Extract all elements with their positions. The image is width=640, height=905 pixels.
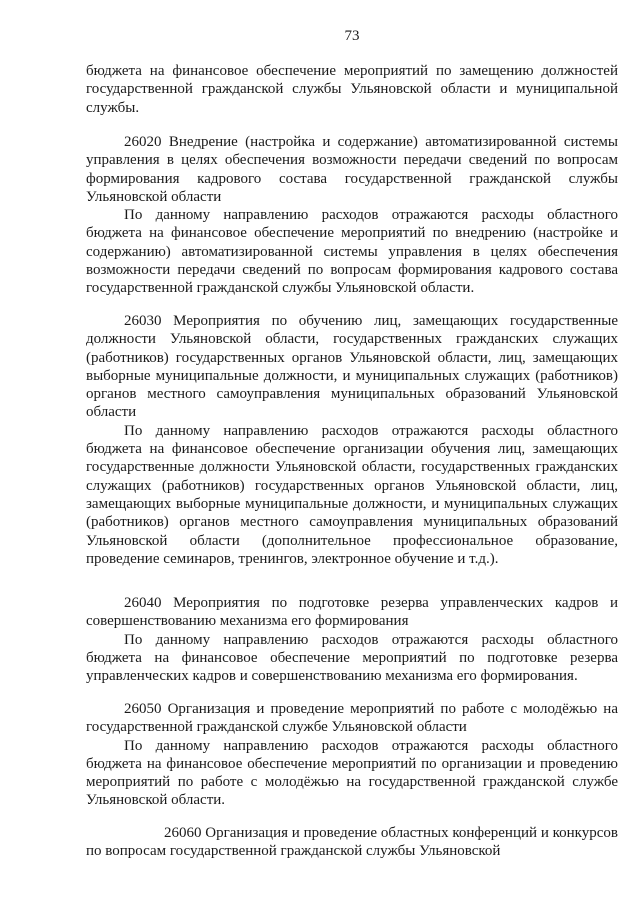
section-26050 <box>86 700 618 810</box>
continuation-block <box>86 62 618 117</box>
section-heading: 26060 Организация и проведение областных конференций и конкурсов по вопросам государственной гражданской службы Ульяновской <box>86 825 618 860</box>
section-body: По данному направлению расходов отражаются расходы областного бюджета на финансовое обеспечение мероприятий по внедрению (настройке и содержанию) автоматизированной системы управления в целях обеспечения возможности передачи сведений по вопросам формирования кадрового состава государственной гражданской службы Ульяновской области. <box>86 207 618 297</box>
section-body: По данному направлению расходов отражаются расходы областного бюджета на финансовое обеспечение мероприятий по подготовке резерва управленческих кадров и совершенствованию механизма его формирования. <box>86 631 618 685</box>
section-body: По данному направлению расходов отражаются расходы областного бюджета на финансовое обеспечение мероприятий по организации и проведению мероприятий по работе с молодёжью на государственной гражданской службе Ульяновской области. <box>86 737 618 809</box>
section-26020 <box>86 133 618 298</box>
section-body: По данному направлению расходов отражаются расходы областного бюджета на финансовое обеспечение организации обучения лиц, замещающих государственные должности Ульяновской области, государственных гражданских служащих (работников) государственных органов Ульяновской области, лиц, замещающих выборные муниципальные должности, и муниципальных служащих (работников) органов местного самоуправления муниципальных образований Ульяновской области (дополнительное профессиональное образование, проведение семинаров, тренингов, электронное обучение и т.д.). <box>86 422 618 567</box>
section-heading: 26030 Мероприятия по обучению лиц, замещающих государственные должности Ульяновской области, государственных гражданских служащих (работников) государственных органов Ульяновской области, лиц, замещающих выборные муниципальные должности, и муниципальных служащих (работников) органов местного самоуправления муниципальных образований Ульяновской области <box>86 313 618 421</box>
section-26030 <box>86 312 618 568</box>
section-heading: 26040 Мероприятия по подготовке резерва управленческих кадров и совершенствованию механизма его формирования <box>86 595 618 630</box>
section-26060 <box>86 824 618 861</box>
continuation-paragraph: бюджета на финансовое обеспечение мероприятий по замещению должностей государственной гражданской службы Ульяновской области и муниципальной службы. <box>86 63 618 116</box>
section-heading: 26050 Организация и проведение мероприятий по работе с молодёжью на государственной гражданской службе Ульяновской области <box>86 701 618 736</box>
section-heading: 26020 Внедрение (настройка и содержание) автоматизированной системы управления в целях обеспечения возможности передачи сведений по вопросам формирования кадрового состава государственной гражданской службы Ульяновской области <box>86 134 618 205</box>
section-26040 <box>86 594 618 685</box>
page-number: 73 <box>344 28 360 44</box>
